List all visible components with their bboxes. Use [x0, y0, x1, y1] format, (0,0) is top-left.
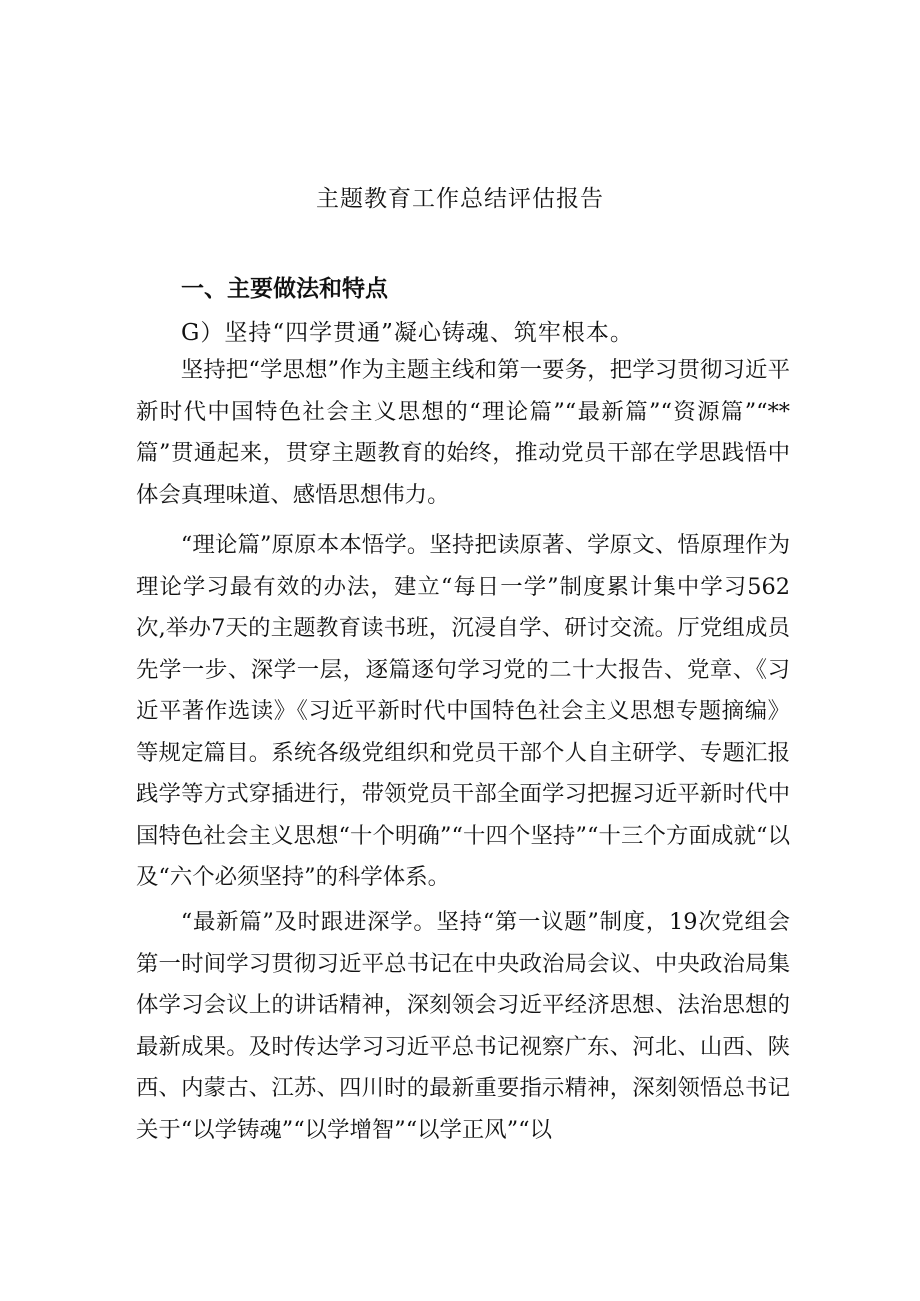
- paragraph-intro: 坚持把“学思想”作为主题主线和第一要务，把学习贯彻习近平新时代中国特色社会主义思想的“理论篇”“最新篇”“资源篇”“**篇”贯通起来，贯穿主题教育的始终，推动党员干部在学思践悟中体会真理味道、感悟思想伟力。: [136, 357, 790, 508]
- paragraph-latest: “最新篇”及时跟进深学。坚持“第一议题”制度，19次党组会第一时间学习贯彻习近平总书记在中央政治局会议、中央政治局集体学习会议上的讲话精神，深刻领会习近平经济思想、法治思想的最新成果。及时传达学习习近平总书记视察广东、河北、山西、陕西、内蒙古、江苏、四川时的最新重要指示精神，深刻领悟总书记关于“以学铸魂”“以学增智”“以学正风”“以: [136, 909, 790, 1143]
- document-title: 主题教育工作总结评估报告: [316, 186, 604, 212]
- sub-heading: G）坚持“四学贯通”凝心铸魂、筑牢根本。: [181, 320, 634, 346]
- paragraph-theory: “理论篇”原原本本悟学。坚持把读原著、学原文、悟原理作为理论学习最有效的办法，建立“每日一学”制度累计集中学习562次,举办7天的主题教育读书班，沉浸自学、研讨交流。厅党组成员先学一步、深学一层，逐篇逐句学习党的二十大报告、党章、《习近平著作选读》《习近平新时代中国特色社会主义思想专题摘编》等规定篇目。系统各级党组织和党员干部个人自主研学、专题汇报践学等方式穿插进行，带领党员干部全面学习把握习近平新时代中国特色社会主义思想“十个明确”“十四个坚持”“十三个方面成就“以及“六个必须坚持”的科学体系。: [136, 532, 790, 890]
- section-heading: 一、主要做法和特点: [181, 276, 388, 302]
